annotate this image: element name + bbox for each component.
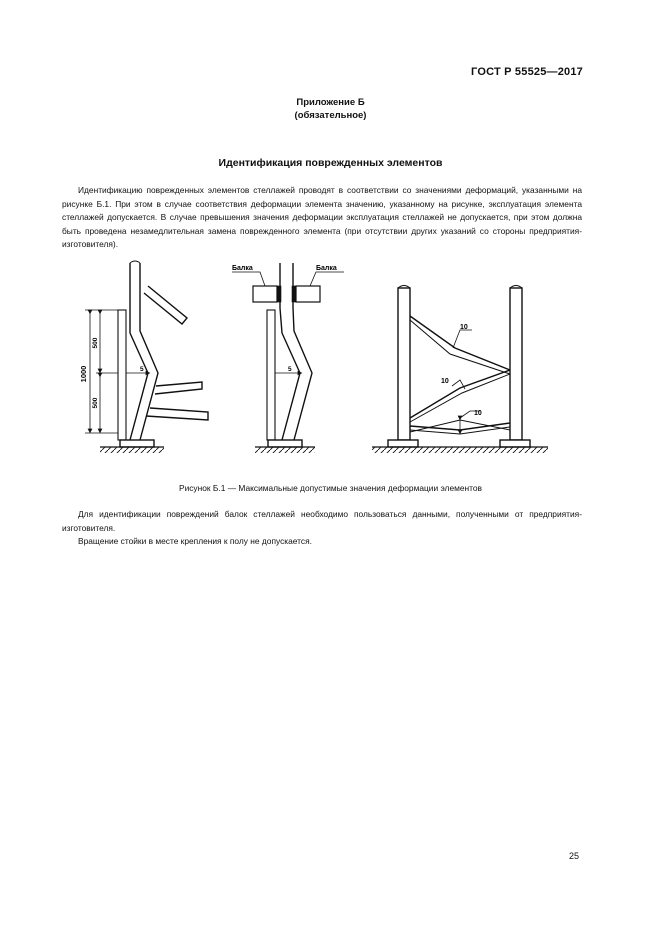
left-low-brace [146, 408, 208, 420]
intro-paragraph [62, 184, 582, 252]
standard-number: ГОСТ Р 55525—2017 [471, 66, 583, 78]
beam-label-right: Балка [316, 265, 337, 272]
middle-diagram [232, 263, 344, 453]
appendix-status: (обязательное) [294, 110, 367, 121]
left-upper-brace [144, 286, 187, 324]
left-mid-brace [155, 382, 202, 394]
beam-label-left: Балка [232, 265, 253, 272]
left-column-outer [130, 263, 148, 440]
middle-right-beam [296, 286, 320, 302]
intro-paragraph-text: Идентификацию поврежденных элементов стеллажей проводят в соответствии со значениями деформаций, указанными на рисунке Б.1. При этом в случае соответствия деформации элемента значению, указанному на рисунке, эксплуатация элемента стеллажей допускается. В случае превышения значения деформации эксплуатация стеллажей не допускается, при этом должна быть проведена незамедлительная замена поврежденного элемента (при отсутствии других указаний со стороны предприятия-изготовителя). [62, 185, 582, 250]
appendix-heading [0, 96, 661, 122]
right-base-plate-left [388, 440, 418, 447]
left-base-plate [120, 440, 154, 447]
dim-1000: 1000 [79, 365, 88, 383]
figure-caption: Рисунок Б.1 — Максимальные допустимые значения деформации элементов [178, 483, 482, 493]
brace-label-top: 10 [460, 324, 468, 331]
right-frame-left-column [398, 288, 410, 440]
right-base-plate-right [500, 440, 530, 447]
middle-floor-hatch [255, 447, 315, 453]
brace-label-middle: 10 [441, 378, 449, 385]
dim-deflection-left: 5 [140, 366, 144, 373]
right-frame-right-column [510, 288, 522, 440]
dim-deflection-middle: 5 [288, 366, 292, 373]
dim-500-upper: 500 [92, 337, 99, 349]
appendix-title: Приложение Б [296, 97, 365, 108]
middle-base-plate [268, 440, 302, 447]
brace-label-bottom: 10 [474, 410, 482, 417]
left-diagram [100, 261, 208, 453]
figure-b1 [60, 258, 560, 468]
left-floor-hatch [100, 447, 164, 453]
middle-reference-frame [267, 310, 275, 440]
left-dimensions [85, 310, 148, 433]
left-reference-frame [118, 310, 126, 440]
middle-left-beam [253, 286, 277, 302]
left-column-inner [140, 263, 158, 440]
dim-500-lower: 500 [92, 397, 99, 409]
section-title: Идентификация поврежденных элементов [218, 157, 443, 169]
right-floor-hatch [372, 447, 548, 453]
closing-paragraph-1: Для идентификации повреждений балок стеллажей необходимо пользоваться данными, полученными от предприятия-изготовителя. [62, 509, 582, 533]
closing-paragraph-2: Вращение стойки в месте крепления к полу не допускается. [78, 536, 312, 547]
page-number: 25 [568, 851, 579, 861]
closing-paragraphs [62, 508, 582, 549]
